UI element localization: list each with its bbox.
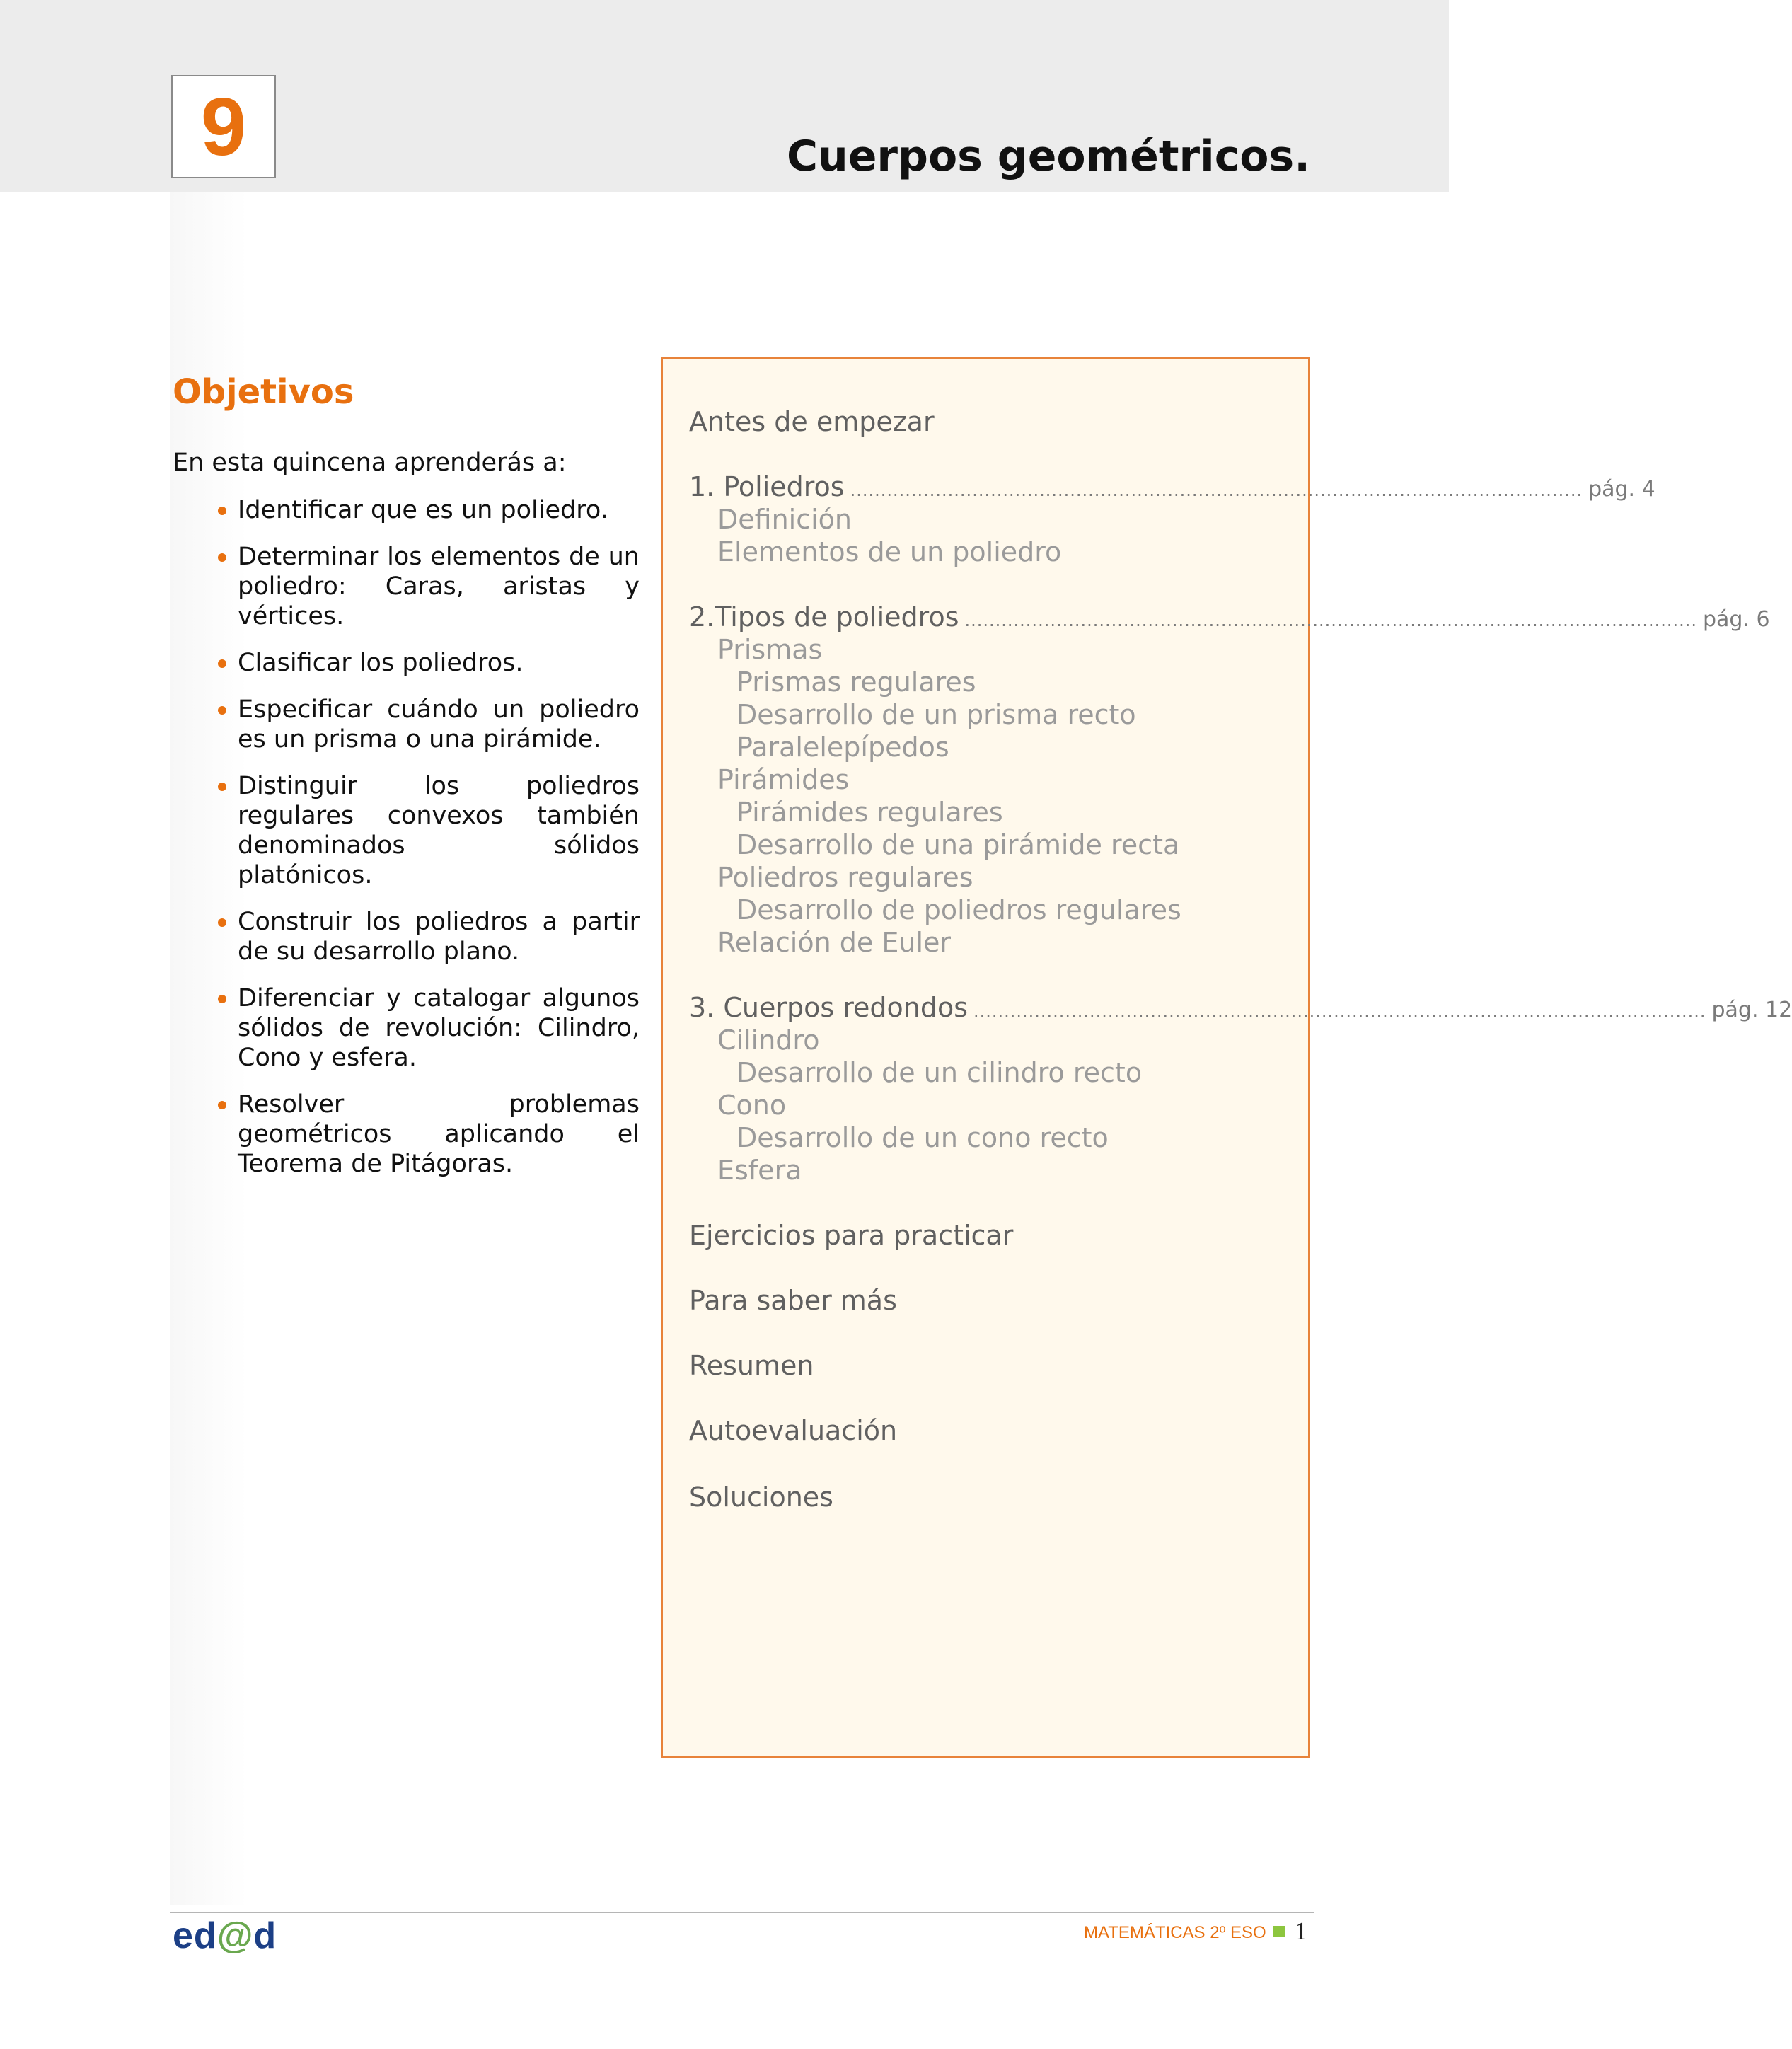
objective-text: Diferenciar y catalogar algunos sólidos de revolución: Cilindro, Cono y esfera. xyxy=(238,984,640,1072)
chapter-number-box xyxy=(171,75,276,178)
bullet-icon xyxy=(218,995,226,1003)
objective-item xyxy=(214,695,640,754)
table-of-contents xyxy=(661,357,1792,1758)
toc-item-paralelepipedos[interactable]: Paralelepípedos xyxy=(736,732,949,763)
toc-leader-dots: ........................................................................................................................ xyxy=(850,480,1583,500)
toc-item-resumen[interactable]: Resumen xyxy=(689,1350,814,1381)
toc-section-tipos[interactable] xyxy=(689,601,1770,637)
toc-item-esfera[interactable]: Esfera xyxy=(717,1155,802,1186)
toc-item-prismas[interactable]: Prismas xyxy=(717,634,823,665)
toc-item-cilindro[interactable]: Cilindro xyxy=(717,1024,820,1056)
toc-item-desarrollo-poliedros[interactable]: Desarrollo de poliedros regulares xyxy=(736,894,1181,925)
objective-text: Especificar cuándo un poliedro es un prisma o una pirámide. xyxy=(238,695,640,754)
logo-part: d xyxy=(253,1915,277,1956)
toc-item-ejercicios[interactable]: Ejercicios para practicar xyxy=(689,1220,1014,1251)
page-title: Cuerpos geométricos. xyxy=(786,132,1310,181)
objective-item xyxy=(214,1090,640,1179)
toc-item-euler[interactable]: Relación de Euler xyxy=(717,927,952,958)
logo-at: @ xyxy=(216,1915,254,1956)
objective-text: Determinar los elementos de un poliedro: Caras, aristas y vértices. xyxy=(238,543,640,630)
toc-item-piramides[interactable]: Pirámides xyxy=(717,764,850,795)
objective-item xyxy=(214,771,640,890)
bullet-icon xyxy=(218,918,226,927)
green-square-icon xyxy=(1273,1926,1285,1937)
toc-item-poliedros-regulares[interactable]: Poliedros regulares xyxy=(717,862,973,893)
objective-item xyxy=(214,907,640,966)
page-number: 1 xyxy=(1295,1917,1307,1945)
toc-item-prismas-regulares[interactable]: Prismas regulares xyxy=(736,666,976,698)
toc-page-number: pág. 6 xyxy=(1702,607,1770,632)
bullet-icon xyxy=(218,783,226,791)
toc-item-piramides-regulares[interactable]: Pirámides regulares xyxy=(736,797,1003,828)
objective-item xyxy=(214,983,640,1073)
toc-page-number: pág. 4 xyxy=(1588,477,1655,502)
toc-section-title: 2.Tipos de poliedros xyxy=(689,601,959,633)
toc-item-autoevaluacion[interactable]: Autoevaluación xyxy=(689,1415,898,1446)
toc-item-cono[interactable]: Cono xyxy=(717,1090,787,1121)
toc-section-poliedros[interactable] xyxy=(689,471,1655,507)
objectives-title: Objetivos xyxy=(173,372,354,412)
footer-rule xyxy=(170,1912,1314,1913)
objective-text: Construir los poliedros a partir de su desarrollo plano. xyxy=(238,908,640,966)
objective-item xyxy=(214,542,640,631)
toc-section-title: 1. Poliedros xyxy=(689,471,845,502)
objective-item xyxy=(214,648,640,678)
toc-item-soluciones[interactable]: Soluciones xyxy=(689,1482,833,1513)
logo-part: ed xyxy=(173,1915,217,1956)
bullet-icon xyxy=(218,553,226,562)
toc-item-elementos[interactable]: Elementos de un poliedro xyxy=(717,536,1062,567)
toc-section-title: 3. Cuerpos redondos xyxy=(689,992,968,1023)
toc-item-desarrollo-prisma[interactable]: Desarrollo de un prisma recto xyxy=(736,699,1136,730)
toc-item-desarrollo-cilindro[interactable]: Desarrollo de un cilindro recto xyxy=(736,1057,1143,1088)
toc-page-number: pág. 12 xyxy=(1711,998,1792,1022)
objective-text: Identificar que es un poliedro. xyxy=(238,496,608,524)
chapter-number: 9 xyxy=(200,81,247,173)
bullet-icon xyxy=(218,507,226,515)
bullet-icon xyxy=(218,1101,226,1109)
objective-item xyxy=(214,495,640,525)
toc-leader-dots: ........................................................................................................................ xyxy=(964,611,1697,630)
toc-item-antes[interactable]: Antes de empezar xyxy=(689,406,935,437)
objectives-intro: En esta quincena aprenderás a: xyxy=(173,449,567,477)
edad-logo xyxy=(173,1915,277,1957)
footer-course: MATEMÁTICAS 2º ESO xyxy=(1084,1923,1266,1942)
bullet-icon xyxy=(218,706,226,715)
toc-item-desarrollo-cono[interactable]: Desarrollo de un cono recto xyxy=(736,1122,1109,1153)
toc-item-definicion[interactable]: Definición xyxy=(717,504,852,535)
bullet-icon xyxy=(218,659,226,668)
objective-text: Distinguir los poliedros regulares convexos también denominados sólidos platónicos. xyxy=(238,772,640,889)
objective-text: Clasificar los poliedros. xyxy=(238,649,524,677)
toc-section-redondos[interactable] xyxy=(689,991,1792,1027)
toc-leader-dots: ........................................................................................................................ xyxy=(973,1001,1706,1021)
objective-text: Resolver problemas geométricos aplicando el Teorema de Pitágoras. xyxy=(238,1090,640,1178)
toc-item-saber-mas[interactable]: Para saber más xyxy=(689,1285,897,1316)
toc-item-desarrollo-piramide[interactable]: Desarrollo de una pirámide recta xyxy=(736,829,1180,860)
objectives-list xyxy=(214,495,640,1196)
